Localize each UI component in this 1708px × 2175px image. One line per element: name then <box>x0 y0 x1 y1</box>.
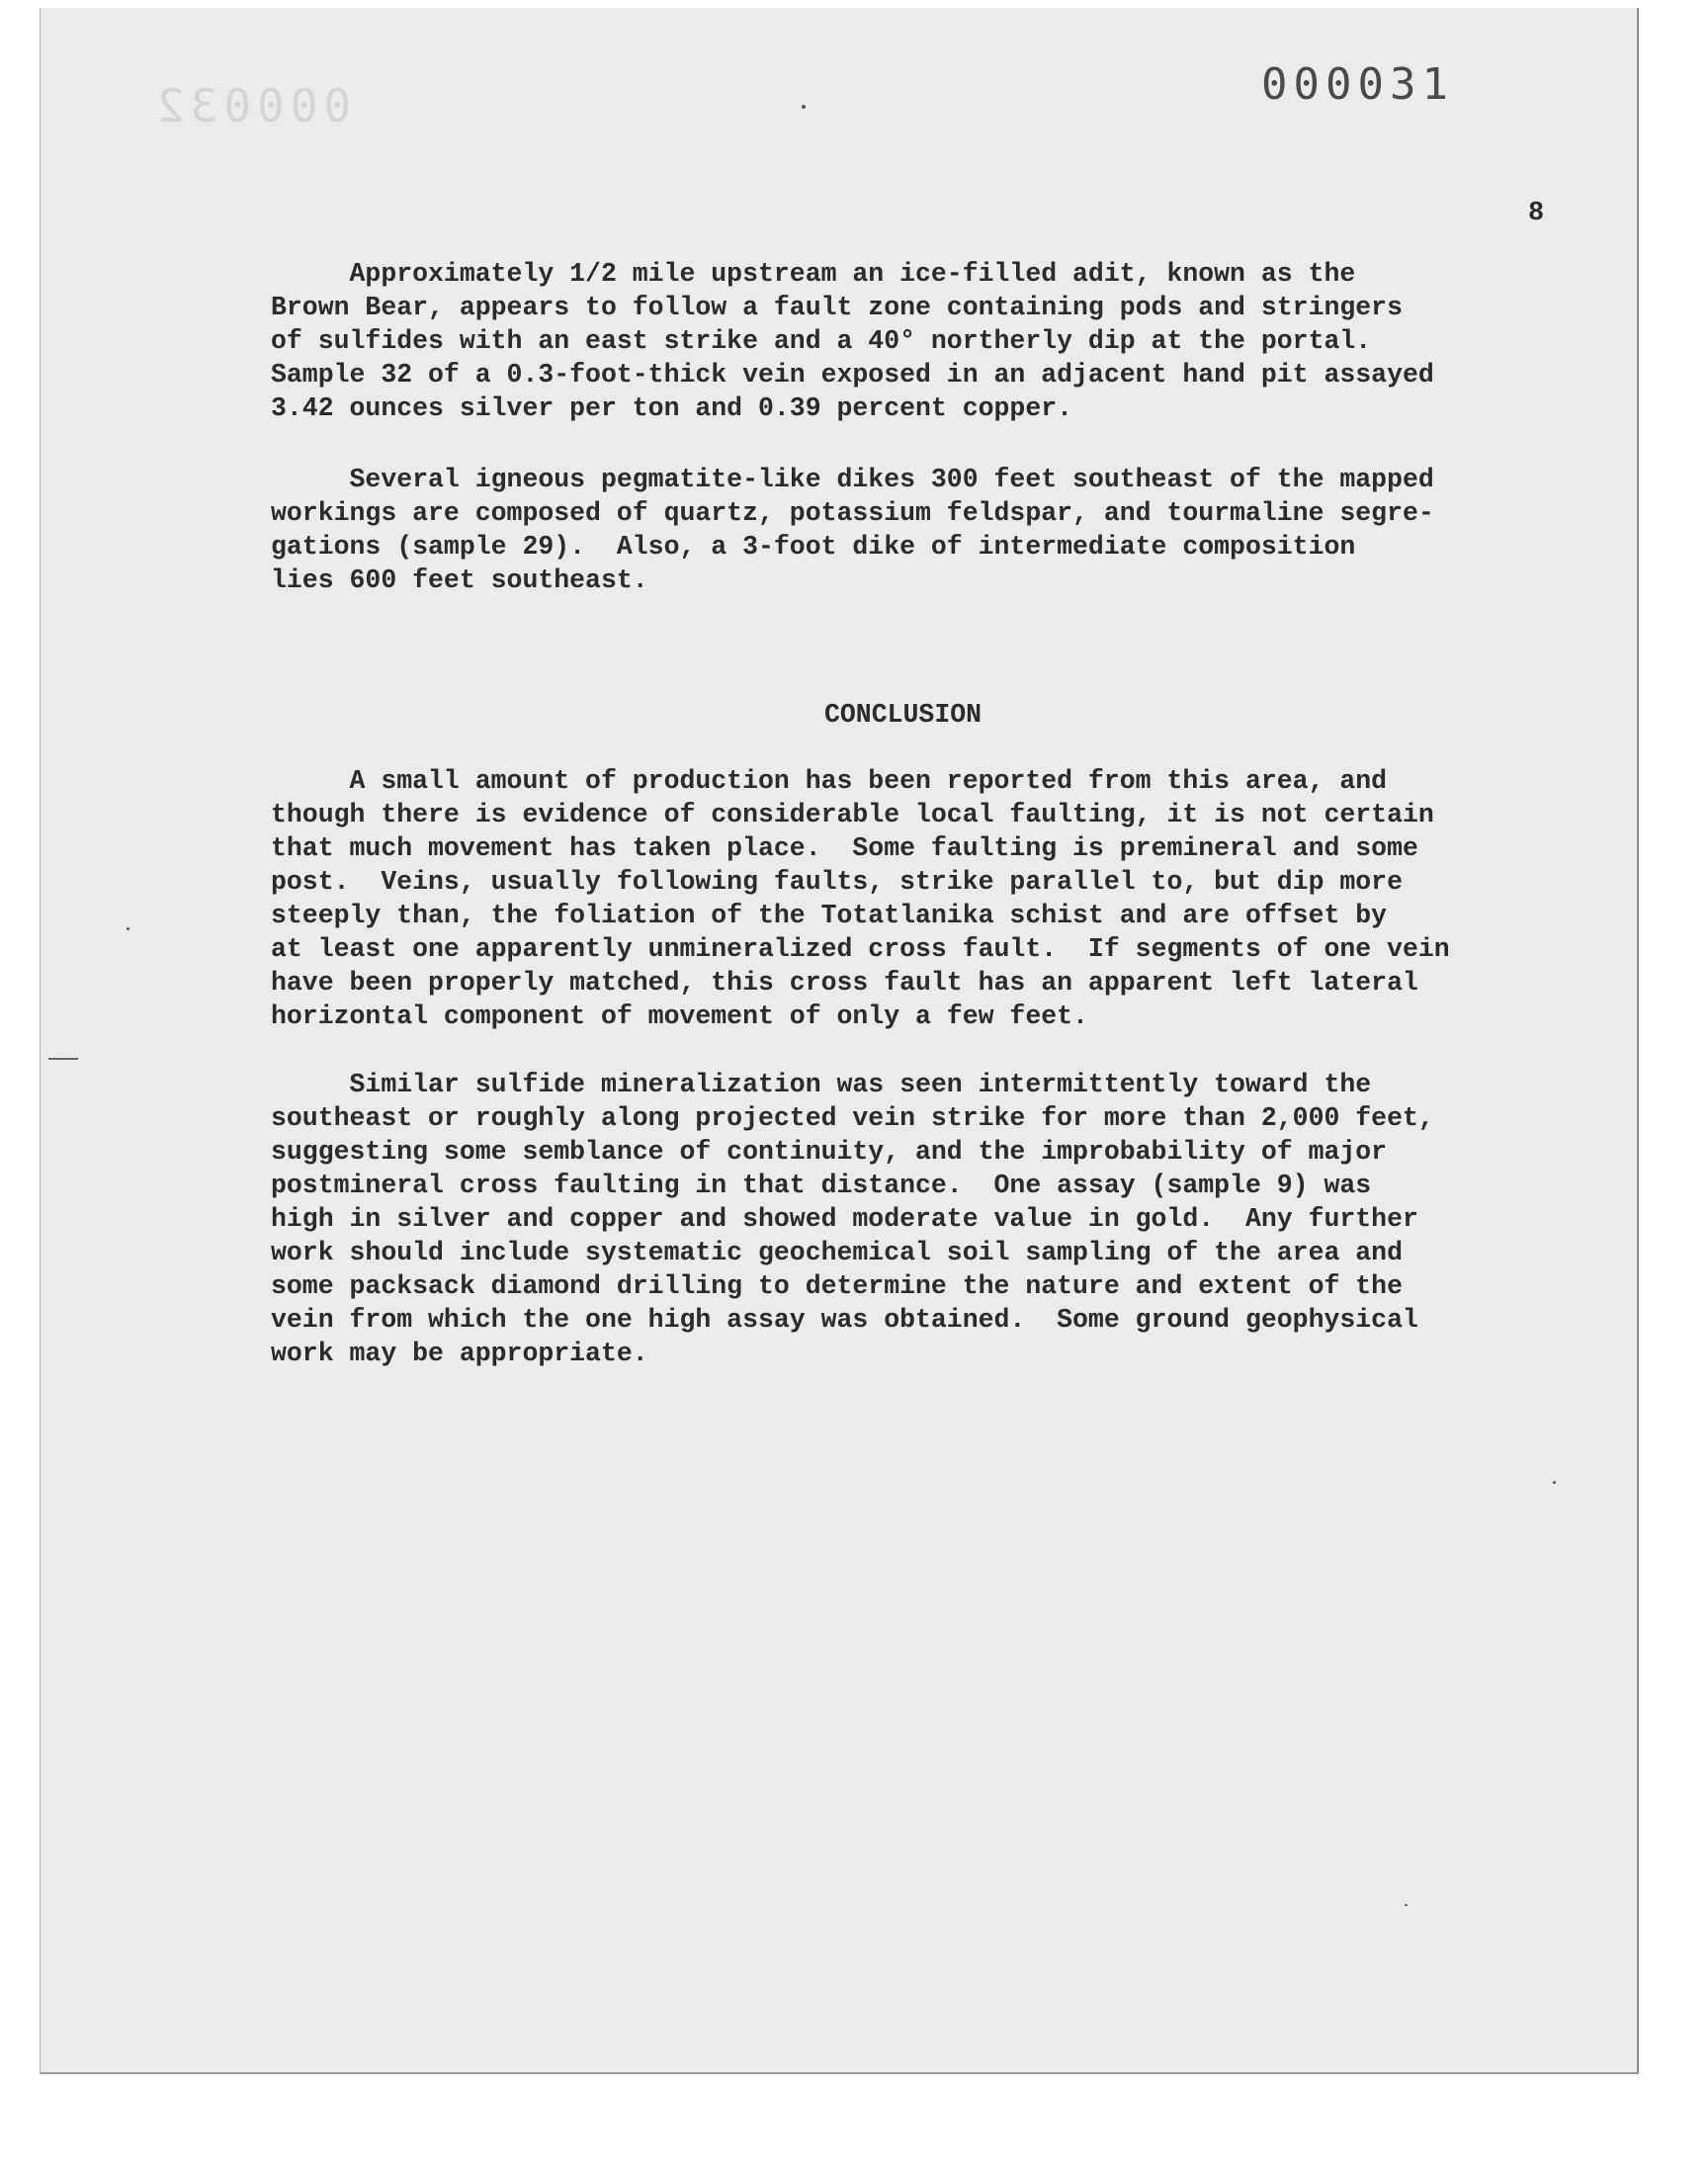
text-line: of sulfides with an east strike and a 40° northerly dip at the portal. <box>271 326 1372 356</box>
text-line: have been properly matched, this cross fault has an apparent left lateral <box>271 968 1418 998</box>
text-line: at least one apparently unmineralized cross fault. If segments of one vein <box>271 934 1450 964</box>
text-line: vein from which the one high assay was obtained. Some ground geophysical <box>271 1305 1418 1335</box>
paragraph-pegmatite-dikes <box>271 463 1434 597</box>
text-line: Approximately 1/2 mile upstream an ice-filled adit, known as the <box>271 259 1356 289</box>
text-line: high in silver and copper and showed moderate value in gold. Any further <box>271 1204 1418 1234</box>
paragraph-brown-bear-adit <box>271 257 1434 425</box>
page-number: 8 <box>1528 199 1545 228</box>
scan-speck <box>127 927 129 930</box>
section-heading-conclusion: CONCLUSION <box>824 700 982 730</box>
bleed-through-number: 000032 <box>151 79 352 132</box>
text-line: postmineral cross faulting in that distance. One assay (sample 9) was <box>271 1171 1372 1200</box>
text-line: that much movement has taken place. Some faulting is premineral and some <box>271 833 1418 863</box>
text-line: lies 600 feet southeast. <box>271 566 648 595</box>
text-line: Brown Bear, appears to follow a fault zone containing pods and stringers <box>271 293 1403 322</box>
text-line: though there is evidence of considerable local faulting, it is not certain <box>271 800 1434 829</box>
text-line: southeast or roughly along projected vein strike for more than 2,000 feet, <box>271 1103 1434 1133</box>
paragraph-production-faulting <box>271 764 1450 1033</box>
text-line: gations (sample 29). Also, a 3-foot dike of intermediate composition <box>271 532 1356 562</box>
text-line: steeply than, the foliation of the Totatlanika schist and are offset by <box>271 901 1388 930</box>
scan-edge-mark <box>48 1058 78 1060</box>
text-line: some packsack diamond drilling to determine the nature and extent of the <box>271 1271 1403 1301</box>
document-stamp-number: 000031 <box>1261 59 1454 110</box>
text-line: workings are composed of quartz, potassium feldspar, and tourmaline segre- <box>271 498 1434 528</box>
scan-speck <box>1553 1481 1556 1484</box>
scan-speck <box>1405 1904 1408 1906</box>
text-line: 3.42 ounces silver per ton and 0.39 percent copper. <box>271 393 1073 423</box>
paper-sheet <box>40 8 1639 2074</box>
text-line: Similar sulfide mineralization was seen intermittently toward the <box>271 1070 1372 1099</box>
paragraph-sulfide-mineralization <box>271 1068 1434 1370</box>
text-line: suggesting some semblance of continuity, and the improbability of major <box>271 1137 1388 1167</box>
text-line: Several igneous pegmatite-like dikes 300 feet southeast of the mapped <box>271 465 1434 494</box>
text-line: Sample 32 of a 0.3-foot-thick vein exposed in an adjacent hand pit assayed <box>271 360 1434 390</box>
text-line: post. Veins, usually following faults, strike parallel to, but dip more <box>271 867 1403 897</box>
text-line: horizontal component of movement of only a few feet. <box>271 1001 1088 1031</box>
text-line: A small amount of production has been reported from this area, and <box>271 766 1388 796</box>
text-line: work should include systematic geochemical soil sampling of the area and <box>271 1238 1403 1267</box>
text-line: work may be appropriate. <box>271 1339 648 1368</box>
scan-speck <box>802 105 806 109</box>
